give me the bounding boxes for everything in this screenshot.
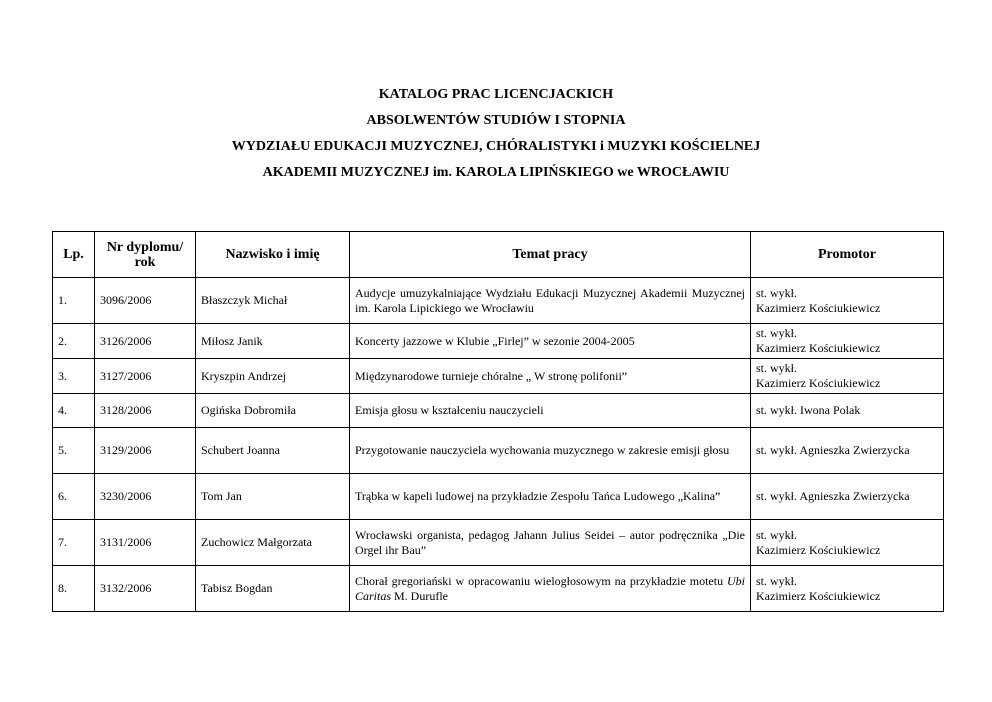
column-header-lp: Lp. xyxy=(53,232,95,278)
table-row xyxy=(53,324,944,359)
cell-topic: Wrocławski organista, pedagog Jahann Julius Seidei – autor podręcznika „Die Orgel ihr Bau” xyxy=(350,520,751,566)
cell-topic: Audycje umuzykalniające Wydziału Edukacji Muzycznej Akademii Muzycznej im. Karola Lipickiego we Wrocławiu xyxy=(350,278,751,324)
topic-italic-title: Ubi Caritas xyxy=(355,573,745,603)
column-header-topic: Temat pracy xyxy=(350,232,751,278)
column-header-name: Nazwisko i imię xyxy=(196,232,350,278)
cell-name: Tom Jan xyxy=(196,474,350,520)
column-header-promoter: Promotor xyxy=(751,232,944,278)
cell-lp: 5. xyxy=(53,428,95,474)
promoter-name: Kazimierz Kościukiewicz xyxy=(756,341,881,355)
cell-topic xyxy=(350,566,751,612)
promoter-name: Kazimierz Kościukiewicz xyxy=(756,588,881,603)
cell-name: Tabisz Bogdan xyxy=(196,566,350,612)
cell-topic: Koncerty jazzowe w Klubie „Firlej” w sezonie 2004-2005 xyxy=(350,324,751,359)
cell-promoter xyxy=(751,359,944,394)
cell-name: Kryszpin Andrzej xyxy=(196,359,350,394)
promoter-title: st. wykł. xyxy=(756,527,798,542)
column-header-diploma xyxy=(95,232,196,278)
cell-lp: 1. xyxy=(53,278,95,324)
cell-lp: 7. xyxy=(53,520,95,566)
table-row xyxy=(53,278,944,324)
cell-diploma: 3230/2006 xyxy=(95,474,196,520)
cell-topic: Emisja głosu w kształceniu nauczycieli xyxy=(350,394,751,428)
promoter-title: st. wykł. xyxy=(756,326,798,340)
promoter-name: Kazimierz Kościukiewicz xyxy=(756,542,881,557)
table-row xyxy=(53,520,944,566)
cell-name: Ogińska Dobromiła xyxy=(196,394,350,428)
cell-promoter: st. wykł. Iwona Polak xyxy=(751,394,944,428)
cell-topic: Przygotowanie nauczyciela wychowania muzycznego w zakresie emisji głosu xyxy=(350,428,751,474)
cell-topic: Trąbka w kapeli ludowej na przykładzie Zespołu Tańca Ludowego „Kalina” xyxy=(350,474,751,520)
topic-text: Chorał gregoriański w opracowaniu wielogłosowym na przykładzie motetu xyxy=(355,573,727,588)
promoter-title: st. wykł. xyxy=(756,361,798,375)
catalog-title xyxy=(0,82,992,186)
cell-promoter xyxy=(751,278,944,324)
cell-lp: 6. xyxy=(53,474,95,520)
cell-lp: 2. xyxy=(53,324,95,359)
promoter-name: Kazimierz Kościukiewicz xyxy=(756,300,881,315)
table-row xyxy=(53,359,944,394)
cell-diploma: 3131/2006 xyxy=(95,520,196,566)
cell-diploma: 3128/2006 xyxy=(95,394,196,428)
title-line-2: ABSOLWENTÓW STUDIÓW I STOPNIA xyxy=(366,113,626,128)
topic-text-suffix: M. Durufle xyxy=(391,588,449,603)
title-line-1: KATALOG PRAC LICENCJACKICH xyxy=(378,87,614,102)
cell-lp: 8. xyxy=(53,566,95,612)
column-header-diploma-line1: Nr dyplomu/ xyxy=(106,239,184,255)
cell-topic: Międzynarodowe turnieje chóralne „ W stronę polifonii” xyxy=(350,359,751,394)
cell-lp: 3. xyxy=(53,359,95,394)
table-row xyxy=(53,474,944,520)
table-header-row xyxy=(53,232,944,278)
cell-diploma: 3127/2006 xyxy=(95,359,196,394)
cell-promoter xyxy=(751,566,944,612)
cell-promoter: st. wykł. Agnieszka Zwierzycka xyxy=(751,474,944,520)
cell-diploma: 3126/2006 xyxy=(95,324,196,359)
title-line-4: AKADEMII MUZYCZNEJ im. KAROLA LIPIŃSKIEGO we WROCŁAWIU xyxy=(262,165,730,180)
cell-diploma: 3096/2006 xyxy=(95,278,196,324)
promoter-title: st. wykł. xyxy=(756,573,798,588)
cell-diploma: 3132/2006 xyxy=(95,566,196,612)
table-row xyxy=(53,566,944,612)
cell-name: Schubert Joanna xyxy=(196,428,350,474)
promoter-title: st. wykł. xyxy=(756,285,798,300)
thesis-catalog-table xyxy=(52,231,944,612)
table-row xyxy=(53,394,944,428)
table-row xyxy=(53,428,944,474)
cell-name: Zuchowicz Małgorzata xyxy=(196,520,350,566)
cell-promoter xyxy=(751,324,944,359)
cell-promoter: st. wykł. Agnieszka Zwierzycka xyxy=(751,428,944,474)
cell-diploma: 3129/2006 xyxy=(95,428,196,474)
title-line-3: WYDZIAŁU EDUKACJI MUZYCZNEJ, CHÓRALISTYKI i MUZYKI KOŚCIELNEJ xyxy=(231,139,761,154)
promoter-name: Kazimierz Kościukiewicz xyxy=(756,376,881,390)
cell-promoter xyxy=(751,520,944,566)
cell-lp: 4. xyxy=(53,394,95,428)
cell-name: Miłosz Janik xyxy=(196,324,350,359)
column-header-diploma-line2: rok xyxy=(134,254,156,270)
cell-name: Błaszczyk Michał xyxy=(196,278,350,324)
